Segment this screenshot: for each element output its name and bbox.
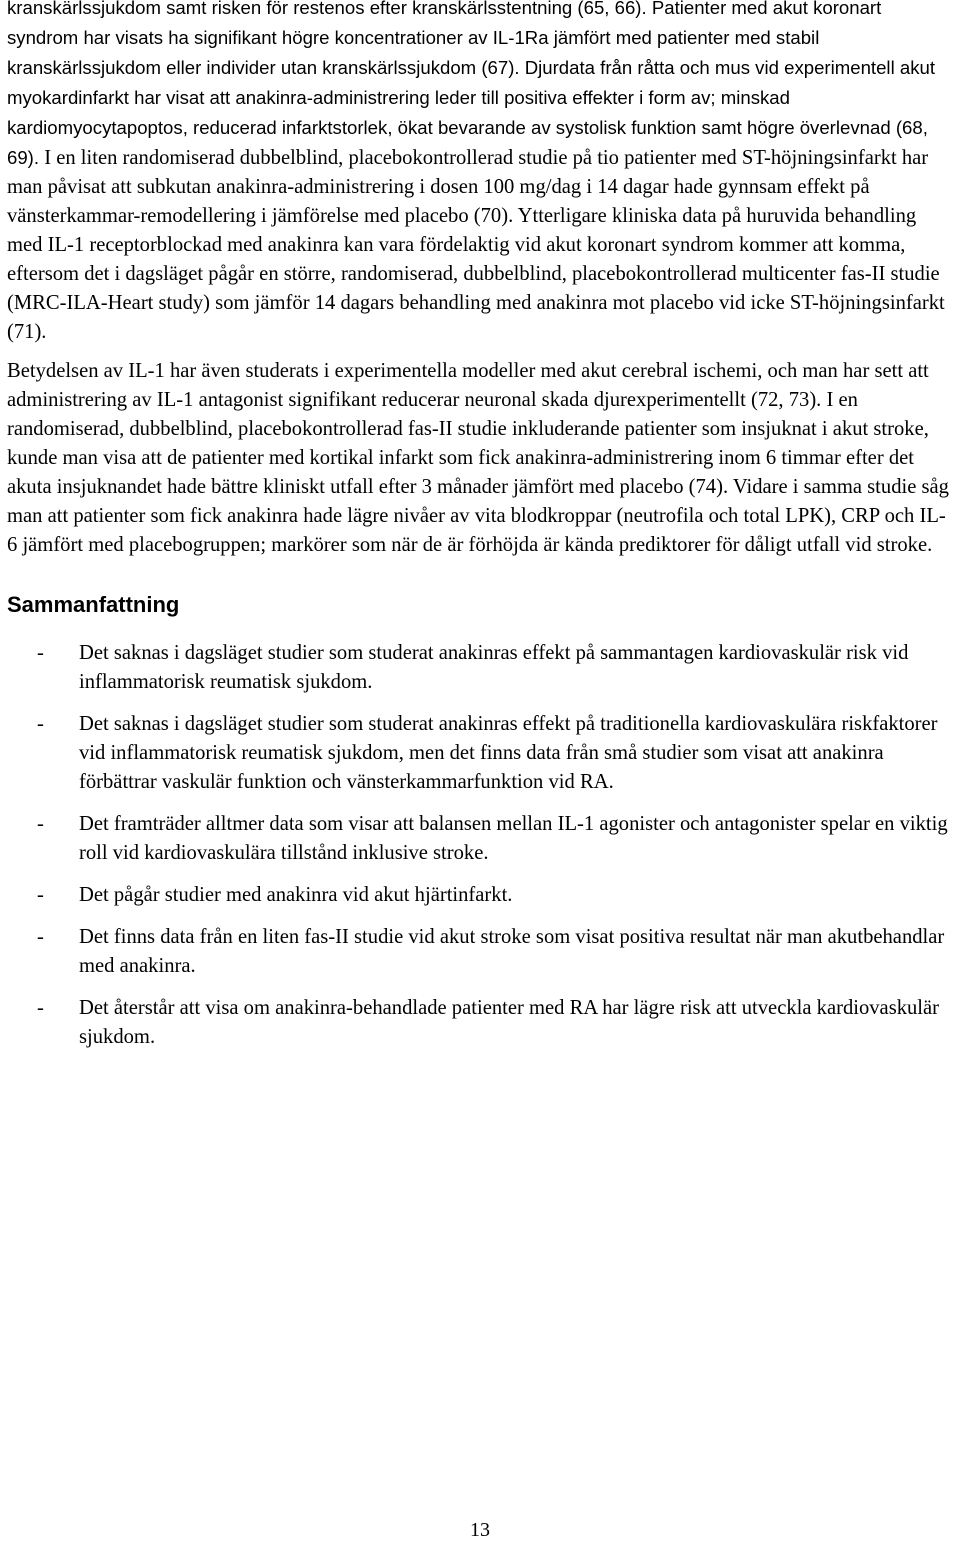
paragraph-stroke-lead: Betydelsen av IL-1 har även studerats i experimentella modeller med akut cerebral ischemi, och man har sett att administrering av IL-1 antagonist signifikant reducerar neuronal skada djurexperimentellt (72, 73). [7,360,929,411]
bullet-dash: - [37,642,44,664]
page-number: 13 [470,1519,490,1541]
summary-item [7,710,955,797]
summary-item-text: Det saknas i dagsläget studier som studerat anakinras effekt på sammantagen kardiovaskulär risk vid inflammatorisk reumatisk sjukdom. [79,642,909,693]
summary-item-text: Det framträder alltmer data som visar att balansen mellan IL-1 agonister och antagonister spelar en viktig roll vid kardiovaskulära tillstånd inklusive stroke. [79,813,948,864]
paragraph-cardiology [7,0,955,347]
paragraph-stroke-rest: I en randomiserad, dubbelblind, placebokontrollerad fas-II studie inkluderande patienter som insjuknat i akut stroke, kunde man visa att de patienter med kortikal infarkt som fick anakinra-administrering inom 6 timmar efter det akuta insjuknandet hade bättre kliniskt utfall efter 3 månader jämfört med placebo (74). Vidare i samma studie såg man att patienter som fick anakinra hade lägre nivåer av vita blodkroppar (neutrofila och total LPK), CRP och IL-6 jämfört med placebogruppen; markörer som när de är förhöjda är kända prediktorer för dåligt utfall vid stroke. [7,389,949,556]
summary-item [7,881,955,910]
summary-item [7,923,955,981]
summary-item [7,994,955,1052]
summary-item-text: Det finns data från en liten fas-II studie vid akut stroke som visat positiva resultat när man akutbehandlar med anakinra. [79,926,945,977]
summary-item [7,639,955,697]
paragraph-stroke [7,357,955,560]
summary-item-text: Det återstår att visa om anakinra-behandlade patienter med RA har lägre risk att utveckla kardiovaskulär sjukdom. [79,997,940,1048]
paragraph-cardiology-lead: kranskärlssjukdom samt risken för restenos efter kranskärlsstentning (65, 66). Patienter med akut koronart syndrom har visats ha signifikant högre koncentrationer av IL-1Ra jämfört med patienter med stabil kranskärlssjukdom eller individer utan kranskärlssjukdom (67). Djurdata från råtta och mus vid experimentell akut myokardinfarkt har visat att anakinra-administrering leder till positiva effekter i form av; minskad kardiomyocytapoptos, reducerad infarktstorlek, ökat bevarande av systolisk funktion samt högre överlevnad (68, 69). [7,0,936,168]
bullet-dash: - [37,926,44,948]
bullet-dash: - [37,884,44,906]
summary-item [7,810,955,868]
summary-list [7,639,955,1052]
document-page [7,0,955,1065]
bullet-dash: - [37,997,44,1019]
summary-item-text: Det saknas i dagsläget studier som studerat anakinras effekt på traditionella kardiovaskulära riskfaktorer vid inflammatorisk reumatisk sjukdom, men det finns data från små studier som visat att anakinra förbättrar vaskulär funktion och vänsterkammarfunktion vid RA. [79,713,938,793]
bullet-dash: - [37,713,44,735]
paragraph-cardiology-rest: I en liten randomiserad dubbelblind, placebokontrollerad studie på tio patienter med ST-höjningsinfarkt har man påvisat att subkutan anakinra-administrering i dosen 100 mg/dag i 14 dagar hade gynnsam effekt på vänsterkammar-remodellering i jämförelse med placebo (70). Ytterligare kliniska data på huruvida behandling med IL-1 receptorblockad med anakinra kan vara fördelaktig vid akut koronart syndrom kommer att komma, eftersom det i dagsläget pågår en större, randomiserad, dubbelblind, placebokontrollerad multicenter fas-II studie (MRC-ILA-Heart study) som jämför 14 dagars behandling med anakinra mot placebo vid icke ST-höjningsinfarkt (71). [7,147,945,343]
summary-item-text: Det pågår studier med anakinra vid akut hjärtinfarkt. [79,884,513,906]
section-heading-summary: Sammanfattning [7,592,180,617]
bullet-dash: - [37,813,44,835]
